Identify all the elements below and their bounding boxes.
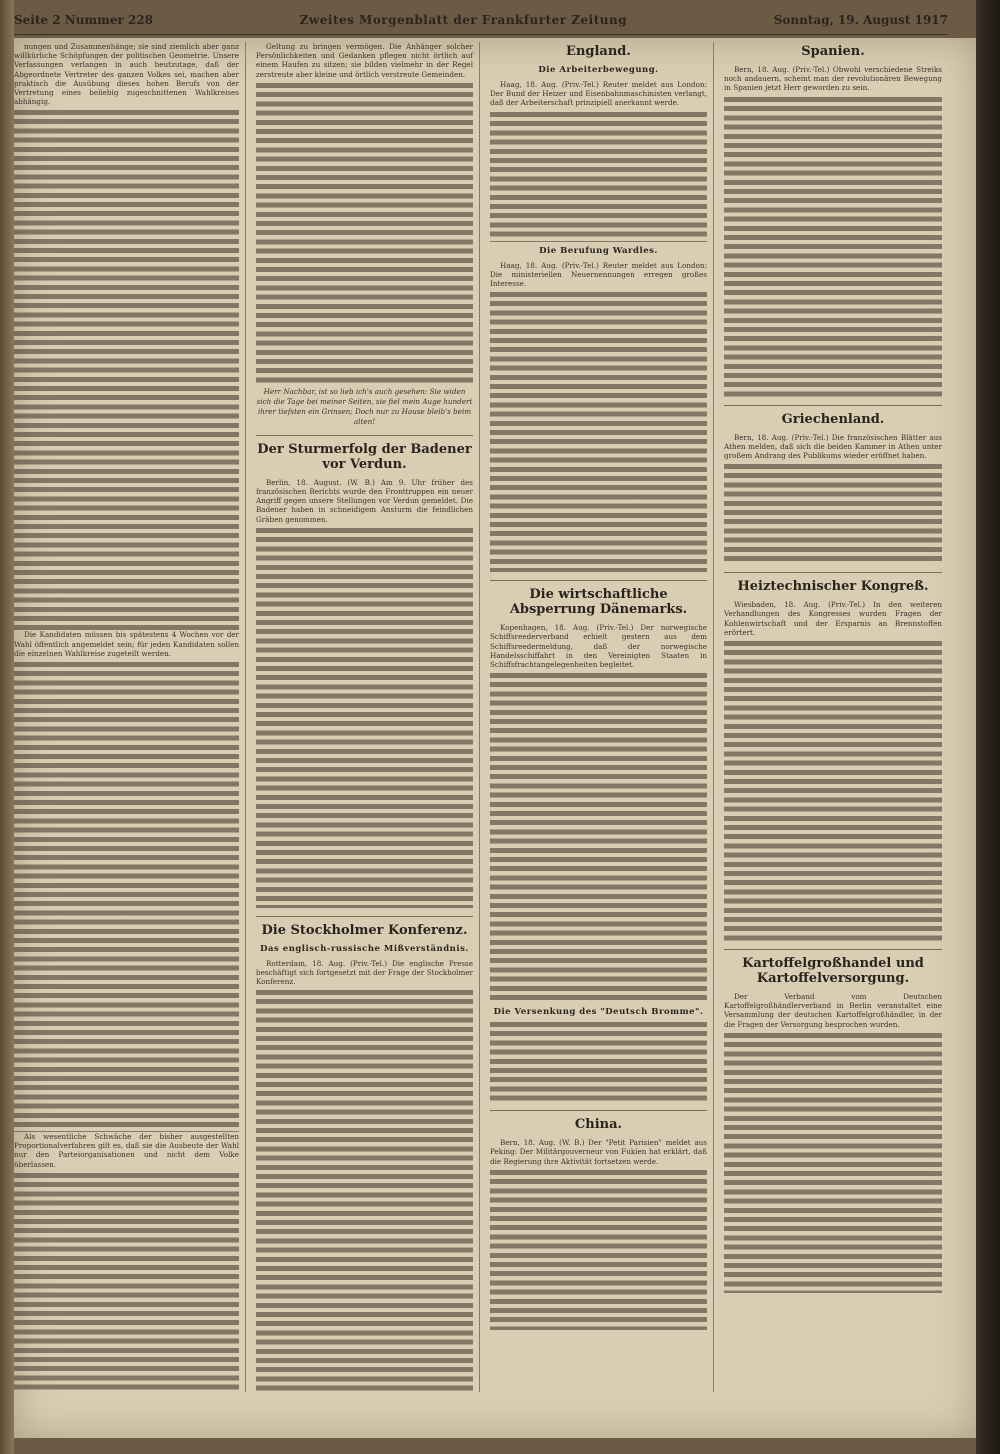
article-text: Als wesentliche Schwäche der bisher ausgestellten Proportionalverfahren gilt es, daß sie die Ausbeute der Wahl nur den Parteiorganisationen und nicht dem Volke überlassen. [14,1132,239,1169]
headline-denmark: Die wirtschaftliche Absperrung Dänemarks. [490,580,707,617]
headline-verdun: Der Sturmerfolg der Badener vor Verdun. [256,435,473,472]
article-text-lines [724,1033,942,1293]
article-text-lines [14,1173,239,1392]
page-number: Seite 2 Nummer 228 [14,13,154,27]
article-text: Rotterdam, 18. Aug. (Priv.-Tel.) Die englische Presse beschäftigt sich fortgesetzt mit der Frage der Stockholmer Konferenz. [256,958,473,987]
article-text: Wiesbaden, 18. Aug. (Priv.-Tel.) In den weiteren Verhandlungen des Kongresses wurden Fragen der Kohlenwirtschaft und der Ersparnis an Brennstoffen erörtert. [724,600,942,637]
article-columns [14,42,948,1392]
issue-date: Sonntag, 19. August 1917 [773,13,948,27]
headline-greece: Griechenland. [724,405,942,427]
article-text: Kopenhagen, 18. Aug. (Priv.-Tel.) Der norwegische Schiffsreederverband erhielt gestern aus dem Schiffsreedermeldung, daß der norwegische Handelsschiffahrt in den Vereinigten Staaten in Schiffsfrachtangelegenheiten begleitet. [490,623,707,670]
article-text-lines [490,673,707,1003]
article-text: Haag, 18. Aug. (Priv.-Tel.) Reuter meldet aus London: Der Bund der Heizer und Eisenbahnmaschinisten verlangt, daß der Arbeiterschaft prinzipiell anerkannt werde. [490,80,707,108]
article-text-lines [724,464,942,564]
article-text-lines [256,83,473,383]
article-text-lines [490,112,707,242]
column-3 [490,42,714,1392]
article-text: Haag, 18. Aug. (Priv.-Tel.) Reuter meldet aus London: Die ministeriellen Neuernennungen erregen großes Interesse. [490,260,707,289]
book-spine [0,0,14,1454]
article-text-lines [14,110,239,630]
page-edge [976,0,1000,1454]
article-text: Bern, 18. Aug. (Priv.-Tel.) Obwohl verschiedene Streiks noch andauern, scheint man der revolutionären Bewegung in Spanien jetzt Herr geworden zu sein. [724,65,942,93]
subheadline: Die Arbeiterbewegung. [538,65,659,75]
subheadline: Die Versenkung des "Deutsch Bromme". [493,1007,704,1018]
article-text-lines [724,97,942,397]
headline-spain: Spanien. [801,44,865,59]
article-text: nungen und Zusammenhänge; sie sind ziemlich aber ganz willkürliche Schöpfungen der politischen Geometrie. Unsere Verfassungen verlangen in auch heutzutage, daß der Abgeordnete Vertreter des ganzen Volkes sei, machen aber praktisch die Ausübung dieses hohen Berufs von der Vertretung eines beliebig zugeschnittenen Wahlkreises abhängig. [14,42,239,107]
subheadline: Das englisch-russische Mißverständnis. [260,943,469,954]
article-text-lines [490,1022,707,1102]
article-text-lines [490,292,707,572]
headline-england: England. [566,44,631,59]
article-text-lines [256,528,473,908]
article-text: Bern, 18. Aug. (W. B.) Der "Petit Parisien" meldet aus Peking: Der Militärgouverneur von Fukien hat erklärt, daß die Regierung ihre Aktivität fortsetzen werde. [490,1138,707,1166]
headline-stockholm: Die Stockholmer Konferenz. [256,916,473,938]
subheadline: Die Berufung Wardles. [539,245,658,256]
column-4 [724,42,948,1392]
article-text-lines [14,662,239,1132]
newspaper-title: Zweites Morgenblatt der Frankfurter Zeitung [299,13,628,27]
article-text: Der Verband vom Deutschen Kartoffelgroßhändlerverband in Berlin veranstaltet eine Versammlung der deutschen Kartoffelgroßhändler, in der die Fragen der Versorgung besprochen wurden. [724,992,942,1029]
headline-china: China. [490,1110,707,1132]
article-text-lines [490,1170,707,1330]
article-text: Bern, 18. Aug. (Priv.-Tel.) Die französischen Blätter aus Athen melden, daß sich die beiden Kammer in Athen unter großem Andrang des Publikums wieder eröffnet haben. [724,432,942,461]
article-text-lines [256,990,473,1392]
article-text: Berlin, 18. August. (W. B.) Am 9. Uhr früher des französischen Berichts wurde den Fronttruppen ein neuer Angriff gegen unsere Stellungen vor Verdun gemeldet. Die Badener haben in schneidigem Ansturm die feindlichen Gräben genommen. [256,477,473,524]
article-text: Geltung zu bringen vermögen. Die Anhänger solcher Persönlichkeiten und Gedanken pflegen nicht örtlich auf einem Haufen zu sitzen; sie bilden vielmehr in der Regel zerstreute aber kleine und örtlich verstreute Gemeinden. [256,42,473,79]
column-1 [14,42,246,1392]
column-2 [256,42,480,1392]
verse-quote: Herr Nachbar, ist so lieb ich's auch gesehen: Sie widen sich die Tage bei meiner Seiten, sie fiel mein Auge hundert ihrer tiefsten ein Grinsen; Doch nur zu Hause bleib's beim alten! [256,386,473,426]
masthead [14,12,948,35]
headline-congress: Heiztechnischer Kongreß. [724,572,942,594]
article-text: Die Kandidaten müssen bis spätestens 4 Wochen vor der Wahl öffentlich angemeldet sein; für jeden Kandidaten sollen die einzelnen Wahlkreise zugeteilt werden. [14,630,239,658]
headline-potatoes: Kartoffelgroßhandel und Kartoffelversorgung. [724,949,942,986]
article-text-lines [724,641,942,941]
